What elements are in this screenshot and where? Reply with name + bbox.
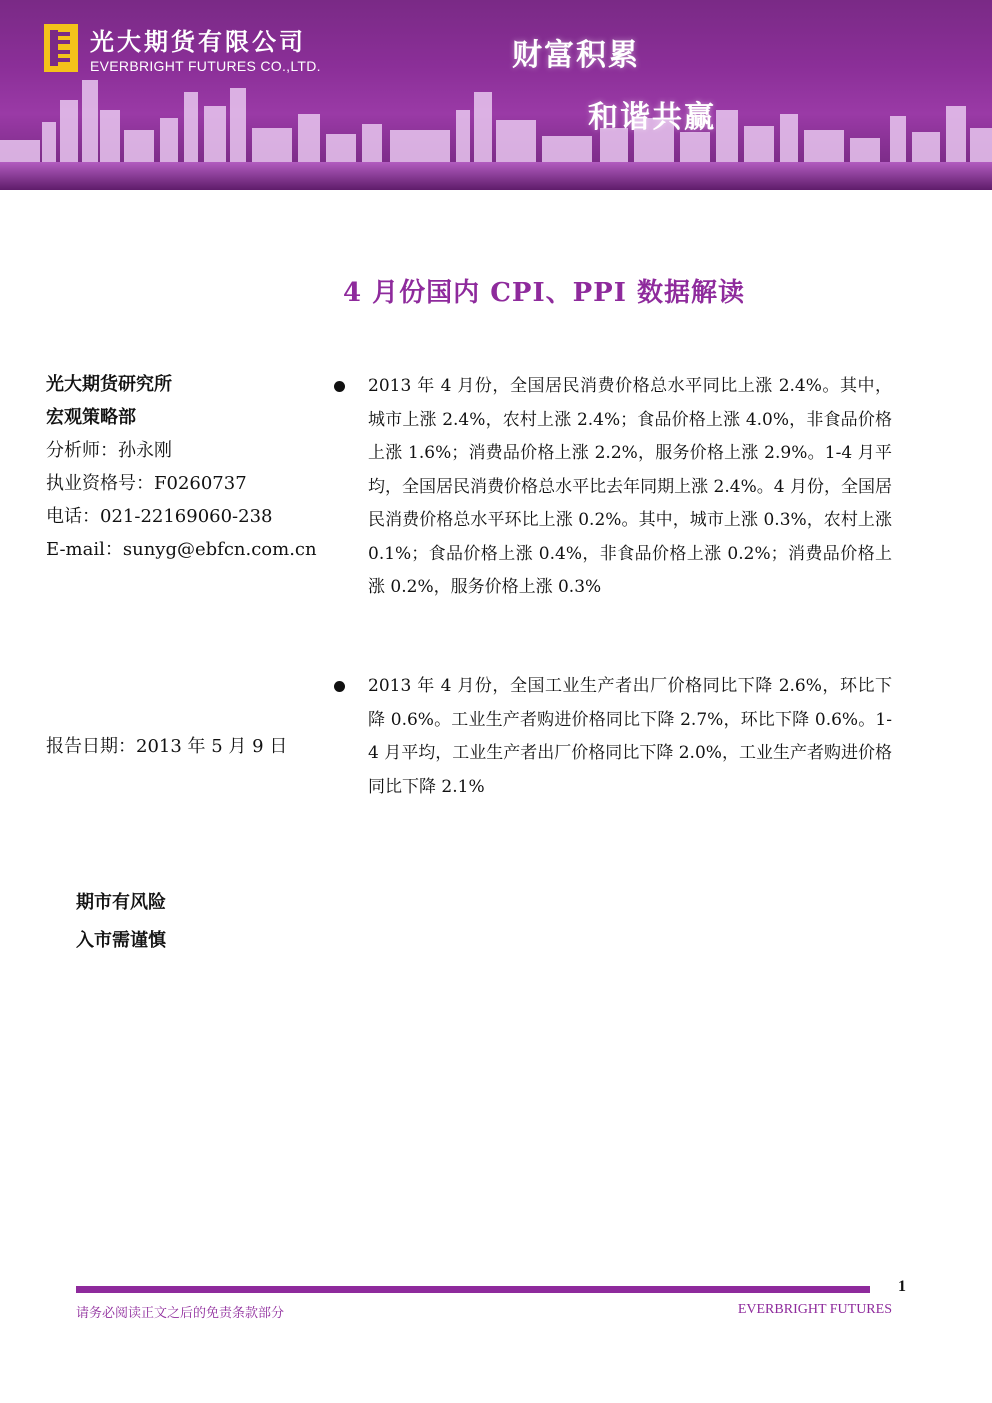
author-info <box>46 368 317 566</box>
bullet-text: 2013 年 4 月份，全国居民消费价格总水平同比上涨 2.4%。其中，城市上涨 2.4%，农村上涨 2.4%；食品价格上涨 4.0%，非食品价格上涨 1.6%；消费品价格上涨 2.2%，服务价格上涨 2.9%。1-4 月平均，全国居民消费价格总水平比去年同期上涨 2.4%。4 月份，全国居民消费价格总水平环比上涨 0.2%。其中，城市上涨 0.3%，农村上涨 0.1%；食品价格上涨 0.4%，非食品价格上涨 0.2%；消费品价格上涨 0.2%，服务价格上涨 0.3% <box>368 376 892 597</box>
footer-divider <box>76 1286 870 1293</box>
analyst-name: 分析师：孙永刚 <box>46 440 172 461</box>
risk-line-1: 期市有风险 <box>76 892 166 913</box>
risk-line-2: 入市需谨慎 <box>76 930 166 951</box>
company-name-cn: 光大期货有限公司 <box>90 28 306 56</box>
header-banner <box>0 0 992 190</box>
disclaimer-note: 请务必阅读正文之后的免责条款部分 <box>76 1306 285 1321</box>
footer-brand: EVERBRIGHT FUTURES <box>737 1302 892 1317</box>
report-date: 报告日期：2013 年 5 月 9 日 <box>46 736 288 757</box>
license-number: 执业资格号：F0260737 <box>46 473 247 494</box>
org-name: 光大期货研究所 <box>46 374 172 395</box>
phone-number: 电话：021-22169060-238 <box>46 506 273 527</box>
bullet-cpi <box>330 370 892 605</box>
dept-name: 宏观策略部 <box>46 407 136 428</box>
bullet-dot-icon <box>334 681 345 692</box>
slogan-line-1: 财富积累 <box>512 38 640 73</box>
everbright-b-logo-icon <box>44 24 78 72</box>
bullet-ppi <box>330 670 892 804</box>
company-name-en: EVERBRIGHT FUTURES CO.,LTD. <box>90 58 321 74</box>
page-number: 1 <box>898 1278 906 1295</box>
risk-warning <box>76 884 166 960</box>
bullet-dot-icon <box>334 381 345 392</box>
email-address: E-mail：sunyg@ebfcn.com.cn <box>46 539 317 560</box>
city-skyline-image <box>0 70 992 190</box>
slogan-line-2: 和谐共赢 <box>588 100 716 135</box>
report-title: 4 月份国内 CPI、PPI 数据解读 <box>343 278 745 308</box>
bullet-text: 2013 年 4 月份，全国工业生产者出厂价格同比下降 2.6%，环比下降 0.6%。工业生产者购进价格同比下降 2.7%，环比下降 0.6%。1-4 月平均，工业生产者出厂价格同比下降 2.0%，工业生产者购进价格同比下降 2.1% <box>368 676 892 797</box>
